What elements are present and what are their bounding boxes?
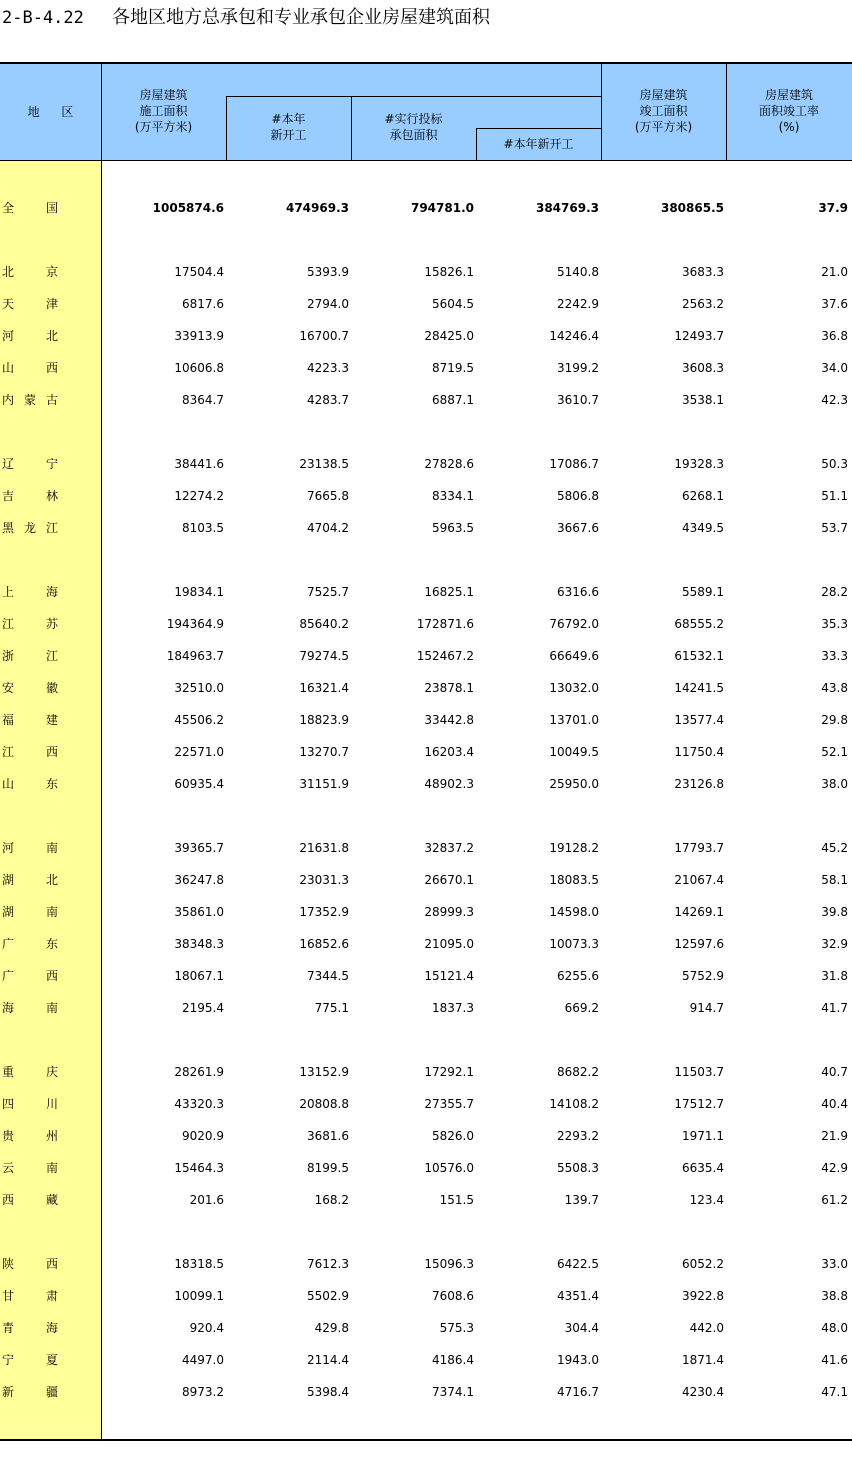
value-cell: 43.8 — [821, 681, 848, 695]
value-cell: 184963.7 — [166, 649, 224, 663]
value-cell: 41.7 — [821, 1001, 848, 1015]
value-cell: 14246.4 — [549, 329, 599, 343]
value-cell: 36.8 — [821, 329, 848, 343]
value-cell: 8199.5 — [307, 1161, 349, 1175]
table-row — [0, 934, 852, 954]
value-cell: 4186.4 — [432, 1353, 474, 1367]
value-cell: 23138.5 — [299, 457, 349, 471]
value-cell: 41.6 — [821, 1353, 848, 1367]
value-cell: 13270.7 — [299, 745, 349, 759]
header-region: 地 区 — [27, 105, 74, 119]
value-cell: 11750.4 — [674, 745, 724, 759]
table-row — [0, 838, 852, 858]
value-cell: 5140.8 — [557, 265, 599, 279]
table-row — [0, 774, 852, 794]
value-cell: 14598.0 — [549, 905, 599, 919]
table-row — [0, 710, 852, 730]
table-row — [0, 1382, 852, 1402]
value-cell: 6887.1 — [432, 393, 474, 407]
value-cell: 23031.3 — [299, 873, 349, 887]
value-cell: 3608.3 — [682, 361, 724, 375]
value-cell: 2794.0 — [307, 297, 349, 311]
value-cell: 20808.8 — [299, 1097, 349, 1111]
value-cell: 33.3 — [821, 649, 848, 663]
value-cell: 16321.4 — [299, 681, 349, 695]
value-cell: 61532.1 — [674, 649, 724, 663]
value-cell: 442.0 — [689, 1321, 724, 1335]
region-name: 全 国 — [2, 201, 58, 215]
value-cell: 429.8 — [314, 1321, 349, 1335]
value-cell: 48.0 — [821, 1321, 848, 1335]
table-row — [0, 1350, 852, 1370]
value-cell: 33913.9 — [174, 329, 224, 343]
value-cell: 7612.3 — [307, 1257, 349, 1271]
value-cell: 3922.8 — [682, 1289, 724, 1303]
value-cell: 575.3 — [439, 1321, 474, 1335]
value-cell: 14108.2 — [549, 1097, 599, 1111]
value-cell: 79274.5 — [299, 649, 349, 663]
value-cell: 17793.7 — [674, 841, 724, 855]
value-cell: 27355.7 — [424, 1097, 474, 1111]
value-cell: 17292.1 — [424, 1065, 474, 1079]
value-cell: 4223.3 — [307, 361, 349, 375]
value-cell: 13152.9 — [299, 1065, 349, 1079]
header-completion-rate-l2: 面积竣工率 — [758, 104, 819, 118]
value-cell: 10606.8 — [174, 361, 224, 375]
value-cell: 28261.9 — [174, 1065, 224, 1079]
value-cell: 58.1 — [821, 873, 848, 887]
value-cell: 19128.2 — [549, 841, 599, 855]
value-cell: 5393.9 — [307, 265, 349, 279]
header-bottom-rule — [0, 160, 852, 161]
value-cell: 2242.9 — [557, 297, 599, 311]
value-cell: 794781.0 — [410, 201, 474, 215]
value-cell: 17504.4 — [174, 265, 224, 279]
region-name: 河 南 — [2, 841, 58, 855]
value-cell: 4716.7 — [557, 1385, 599, 1399]
value-cell: 39365.7 — [174, 841, 224, 855]
region-column-band — [0, 161, 101, 1440]
value-cell: 4283.7 — [307, 393, 349, 407]
value-cell: 38348.3 — [174, 937, 224, 951]
table-row — [0, 198, 852, 218]
value-cell: 8334.1 — [432, 489, 474, 503]
value-cell: 4230.4 — [682, 1385, 724, 1399]
region-name: 浙 江 — [2, 649, 58, 663]
value-cell: 4349.5 — [682, 521, 724, 535]
region-name: 江 苏 — [2, 617, 58, 631]
value-cell: 36247.8 — [174, 873, 224, 887]
value-cell: 38.8 — [821, 1289, 848, 1303]
value-cell: 28425.0 — [424, 329, 474, 343]
header-construction-area-l3: (万平方米) — [134, 120, 193, 134]
table-row — [0, 294, 852, 314]
value-cell: 8103.5 — [182, 521, 224, 535]
value-cell: 4497.0 — [182, 1353, 224, 1367]
table-row — [0, 326, 852, 346]
table-row — [0, 1318, 852, 1338]
region-name: 黑 龙 江 — [2, 521, 58, 535]
value-cell: 914.7 — [689, 1001, 724, 1015]
table-header — [0, 63, 852, 161]
value-cell: 5398.4 — [307, 1385, 349, 1399]
value-cell: 5502.9 — [307, 1289, 349, 1303]
table-row — [0, 582, 852, 602]
header-completion-rate-l1: 房屋建筑 — [764, 88, 813, 102]
value-cell: 17352.9 — [299, 905, 349, 919]
value-cell: 6422.5 — [557, 1257, 599, 1271]
value-cell: 5589.1 — [682, 585, 724, 599]
value-cell: 168.2 — [314, 1193, 349, 1207]
value-cell: 48902.3 — [424, 777, 474, 791]
value-cell: 21631.8 — [299, 841, 349, 855]
value-cell: 18823.9 — [299, 713, 349, 727]
value-cell: 52.1 — [821, 745, 848, 759]
value-cell: 6817.6 — [182, 297, 224, 311]
region-name: 上 海 — [2, 585, 58, 599]
table-row — [0, 390, 852, 410]
value-cell: 31151.9 — [299, 777, 349, 791]
value-cell: 3681.6 — [307, 1129, 349, 1143]
value-cell: 5752.9 — [682, 969, 724, 983]
region-name: 广 东 — [2, 937, 58, 951]
value-cell: 12274.2 — [174, 489, 224, 503]
table-row — [0, 742, 852, 762]
value-cell: 43320.3 — [174, 1097, 224, 1111]
value-cell: 12493.7 — [674, 329, 724, 343]
header-bid-contract-l2: 承包面积 — [389, 128, 438, 142]
value-cell: 380865.5 — [660, 201, 724, 215]
region-name: 贵 州 — [2, 1129, 58, 1143]
table-row — [0, 1062, 852, 1082]
value-cell: 13032.0 — [549, 681, 599, 695]
value-cell: 37.6 — [821, 297, 848, 311]
value-cell: 1971.1 — [682, 1129, 724, 1143]
region-name: 辽 宁 — [2, 457, 58, 471]
region-name: 天 津 — [2, 297, 58, 311]
value-cell: 10073.3 — [549, 937, 599, 951]
value-cell: 28999.3 — [424, 905, 474, 919]
header-divider-4 — [476, 128, 477, 161]
value-cell: 1837.3 — [432, 1001, 474, 1015]
header-construction-area-l2: 施工面积 — [139, 104, 188, 118]
value-cell: 1005874.6 — [152, 201, 224, 215]
region-name: 广 西 — [2, 969, 58, 983]
header-bid-contract-l1: #实行投标 — [384, 112, 443, 126]
value-cell: 34.0 — [821, 361, 848, 375]
value-cell: 21.0 — [821, 265, 848, 279]
value-cell: 3610.7 — [557, 393, 599, 407]
table-number: 2-B-4.22 — [2, 8, 84, 28]
table-row — [0, 262, 852, 282]
value-cell: 16825.1 — [424, 585, 474, 599]
value-cell: 40.7 — [821, 1065, 848, 1079]
value-cell: 19328.3 — [674, 457, 724, 471]
value-cell: 35861.0 — [174, 905, 224, 919]
value-cell: 5963.5 — [432, 521, 474, 535]
value-cell: 6052.2 — [682, 1257, 724, 1271]
table-row — [0, 646, 852, 666]
value-cell: 15826.1 — [424, 265, 474, 279]
table-title: 各地区地方总承包和专业承包企业房屋建筑面积 — [112, 7, 490, 28]
value-cell: 5508.3 — [557, 1161, 599, 1175]
value-cell: 66649.6 — [549, 649, 599, 663]
region-name: 吉 林 — [2, 489, 58, 503]
value-cell: 32510.0 — [174, 681, 224, 695]
value-cell: 3538.1 — [682, 393, 724, 407]
region-name: 青 海 — [2, 1321, 58, 1335]
value-cell: 45506.2 — [174, 713, 224, 727]
header-completed-area-l1: 房屋建筑 — [639, 88, 688, 102]
value-cell: 53.7 — [821, 521, 848, 535]
region-name: 云 南 — [2, 1161, 58, 1175]
table-row — [0, 678, 852, 698]
value-cell: 123.4 — [689, 1193, 724, 1207]
value-cell: 151.5 — [439, 1193, 474, 1207]
value-cell: 6635.4 — [682, 1161, 724, 1175]
value-cell: 1871.4 — [682, 1353, 724, 1367]
value-cell: 8364.7 — [182, 393, 224, 407]
region-name: 河 北 — [2, 329, 58, 343]
header-divider-2 — [226, 96, 227, 161]
value-cell: 29.8 — [821, 713, 848, 727]
region-name: 江 西 — [2, 745, 58, 759]
table-row — [0, 454, 852, 474]
value-cell: 4704.2 — [307, 521, 349, 535]
header-bid-new-start: #本年新开工 — [503, 137, 574, 151]
value-cell: 11503.7 — [674, 1065, 724, 1079]
value-cell: 775.1 — [314, 1001, 349, 1015]
value-cell: 16700.7 — [299, 329, 349, 343]
value-cell: 2195.4 — [182, 1001, 224, 1015]
table-row — [0, 902, 852, 922]
region-name: 新 疆 — [2, 1385, 58, 1399]
value-cell: 33.0 — [821, 1257, 848, 1271]
value-cell: 384769.3 — [535, 201, 599, 215]
value-cell: 139.7 — [564, 1193, 599, 1207]
value-cell: 27828.6 — [424, 457, 474, 471]
value-cell: 18067.1 — [174, 969, 224, 983]
region-name: 海 南 — [2, 1001, 58, 1015]
value-cell: 32.9 — [821, 937, 848, 951]
value-cell: 6316.6 — [557, 585, 599, 599]
table-row — [0, 1254, 852, 1274]
region-name: 福 建 — [2, 713, 58, 727]
value-cell: 21067.4 — [674, 873, 724, 887]
region-name: 甘 肃 — [2, 1289, 58, 1303]
header-new-start-l1: #本年 — [271, 112, 306, 126]
value-cell: 8719.5 — [432, 361, 474, 375]
value-cell: 39.8 — [821, 905, 848, 919]
value-cell: 201.6 — [189, 1193, 224, 1207]
value-cell: 40.4 — [821, 1097, 848, 1111]
value-cell: 23878.1 — [424, 681, 474, 695]
value-cell: 51.1 — [821, 489, 848, 503]
table-row — [0, 486, 852, 506]
header-divider-6 — [726, 63, 727, 161]
table-row — [0, 966, 852, 986]
value-cell: 3667.6 — [557, 521, 599, 535]
header-completion-rate-l3: (%) — [778, 120, 800, 134]
value-cell: 85640.2 — [299, 617, 349, 631]
value-cell: 7525.7 — [307, 585, 349, 599]
value-cell: 8973.2 — [182, 1385, 224, 1399]
table-row — [0, 1126, 852, 1146]
value-cell: 14269.1 — [674, 905, 724, 919]
value-cell: 21095.0 — [424, 937, 474, 951]
region-name: 内 蒙 古 — [2, 393, 58, 407]
table-row — [0, 998, 852, 1018]
value-cell: 28.2 — [821, 585, 848, 599]
region-name: 湖 南 — [2, 905, 58, 919]
table-row — [0, 614, 852, 634]
region-name: 北 京 — [2, 265, 58, 279]
value-cell: 669.2 — [564, 1001, 599, 1015]
region-name: 湖 北 — [2, 873, 58, 887]
value-cell: 7608.6 — [432, 1289, 474, 1303]
value-cell: 47.1 — [821, 1385, 848, 1399]
region-name: 山 西 — [2, 361, 58, 375]
table-row — [0, 518, 852, 538]
value-cell: 3683.3 — [682, 265, 724, 279]
region-name: 安 徽 — [2, 681, 58, 695]
value-cell: 13577.4 — [674, 713, 724, 727]
value-cell: 16203.4 — [424, 745, 474, 759]
value-cell: 38441.6 — [174, 457, 224, 471]
value-cell: 1943.0 — [557, 1353, 599, 1367]
header-top-rule — [0, 62, 852, 64]
value-cell: 3199.2 — [557, 361, 599, 375]
table-row — [0, 358, 852, 378]
value-cell: 15121.4 — [424, 969, 474, 983]
region-name: 四 川 — [2, 1097, 58, 1111]
value-cell: 13701.0 — [549, 713, 599, 727]
value-cell: 2114.4 — [307, 1353, 349, 1367]
value-cell: 26670.1 — [424, 873, 474, 887]
region-name: 重 庆 — [2, 1065, 58, 1079]
header-divider-3 — [351, 96, 352, 161]
value-cell: 33442.8 — [424, 713, 474, 727]
value-cell: 10049.5 — [549, 745, 599, 759]
value-cell: 42.9 — [821, 1161, 848, 1175]
value-cell: 7344.5 — [307, 969, 349, 983]
value-cell: 9020.9 — [182, 1129, 224, 1143]
table-row — [0, 870, 852, 890]
value-cell: 5604.5 — [432, 297, 474, 311]
value-cell: 18083.5 — [549, 873, 599, 887]
value-cell: 4351.4 — [557, 1289, 599, 1303]
value-cell: 304.4 — [564, 1321, 599, 1335]
region-name: 西 藏 — [2, 1193, 58, 1207]
region-name: 宁 夏 — [2, 1353, 58, 1367]
header-new-start-l2: 新开工 — [270, 128, 307, 142]
value-cell: 68555.2 — [674, 617, 724, 631]
value-cell: 2293.2 — [557, 1129, 599, 1143]
value-cell: 60935.4 — [174, 777, 224, 791]
value-cell: 50.3 — [821, 457, 848, 471]
value-cell: 21.9 — [821, 1129, 848, 1143]
table-row — [0, 1158, 852, 1178]
table-row — [0, 1094, 852, 1114]
header-completed-area-l3: (万平方米) — [634, 120, 693, 134]
value-cell: 76792.0 — [549, 617, 599, 631]
value-cell: 22571.0 — [174, 745, 224, 759]
value-cell: 194364.9 — [166, 617, 224, 631]
value-cell: 12597.6 — [674, 937, 724, 951]
region-name: 山 东 — [2, 777, 58, 791]
value-cell: 38.0 — [821, 777, 848, 791]
value-cell: 61.2 — [821, 1193, 848, 1207]
value-cell: 32837.2 — [424, 841, 474, 855]
table-row — [0, 1286, 852, 1306]
value-cell: 10576.0 — [424, 1161, 474, 1175]
subsubheader-rule — [476, 128, 601, 129]
value-cell: 474969.3 — [285, 201, 349, 215]
value-cell: 14241.5 — [674, 681, 724, 695]
value-cell: 15096.3 — [424, 1257, 474, 1271]
subheader-rule — [226, 96, 601, 97]
value-cell: 172871.6 — [416, 617, 474, 631]
value-cell: 25950.0 — [549, 777, 599, 791]
value-cell: 17512.7 — [674, 1097, 724, 1111]
value-cell: 7665.8 — [307, 489, 349, 503]
value-cell: 6268.1 — [682, 489, 724, 503]
value-cell: 23126.8 — [674, 777, 724, 791]
value-cell: 2563.2 — [682, 297, 724, 311]
value-cell: 15464.3 — [174, 1161, 224, 1175]
header-construction-area-l1: 房屋建筑 — [139, 88, 188, 102]
value-cell: 5826.0 — [432, 1129, 474, 1143]
value-cell: 42.3 — [821, 393, 848, 407]
value-cell: 17086.7 — [549, 457, 599, 471]
value-cell: 8682.2 — [557, 1065, 599, 1079]
value-cell: 18318.5 — [174, 1257, 224, 1271]
value-cell: 5806.8 — [557, 489, 599, 503]
value-cell: 920.4 — [189, 1321, 224, 1335]
table-row — [0, 1190, 852, 1210]
header-divider-5 — [601, 63, 602, 161]
value-cell: 6255.6 — [557, 969, 599, 983]
header-completed-area-l2: 竣工面积 — [639, 104, 688, 118]
value-cell: 37.9 — [818, 201, 848, 215]
value-cell: 31.8 — [821, 969, 848, 983]
value-cell: 7374.1 — [432, 1385, 474, 1399]
table-bottom-rule — [0, 1439, 852, 1441]
value-cell: 35.3 — [821, 617, 848, 631]
value-cell: 152467.2 — [416, 649, 474, 663]
value-cell: 19834.1 — [174, 585, 224, 599]
value-cell: 16852.6 — [299, 937, 349, 951]
value-cell: 45.2 — [821, 841, 848, 855]
region-name: 陕 西 — [2, 1257, 58, 1271]
value-cell: 10099.1 — [174, 1289, 224, 1303]
